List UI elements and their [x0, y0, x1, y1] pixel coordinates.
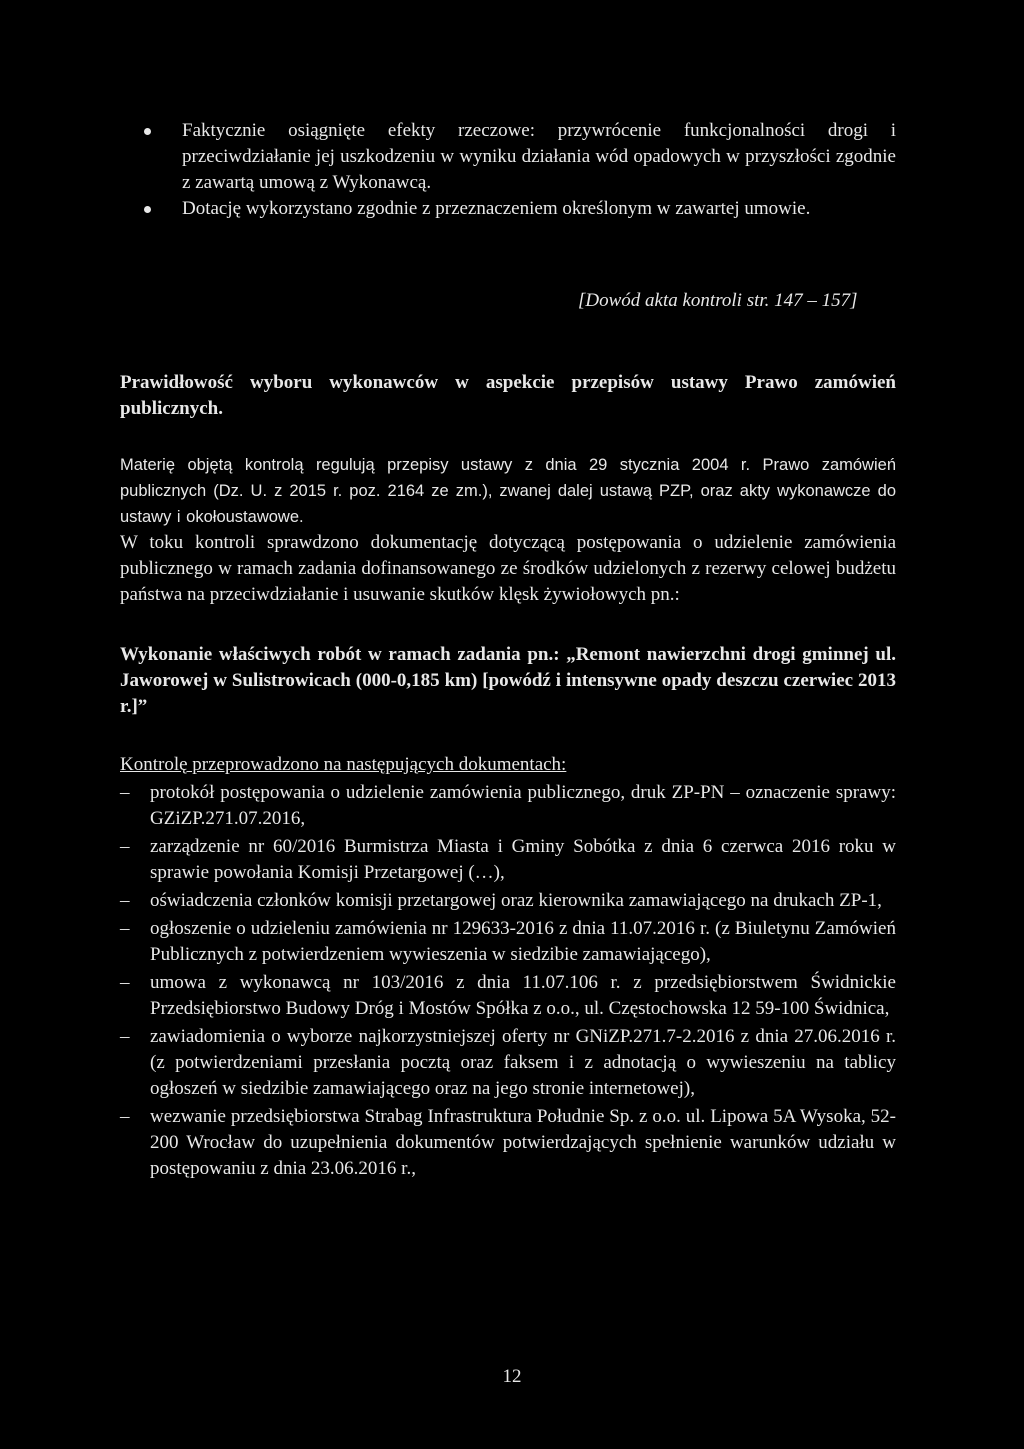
- dash-marker: –: [120, 836, 130, 857]
- dash-marker: –: [120, 918, 130, 939]
- document-list-item: [120, 916, 896, 968]
- bullet-item: [120, 118, 896, 196]
- scope-paragraph: W toku kontroli sprawdzono dokumentację dotyczącą postępowania o udzielenie zamówienia publicznego w ramach zadania dofinansowanego ze środków udzielonych z rezerwy celowej budżetu państwa na przeciwdziałanie i usuwanie skutków klęsk żywiołowych pn.:: [120, 532, 896, 605]
- evidence-reference: [Dowód akta kontroli str. 147 – 157]: [578, 290, 858, 311]
- document-list-text: ogłoszenie o udzieleniu zamówienia nr 129633-2016 z dnia 11.07.2016 r. (z Biuletynu Zamówień Publicznych z potwierdzeniem wywieszenia w siedzibie zamawiającego),: [150, 918, 896, 965]
- section-heading-pzp: Prawidłowość wyboru wykonawców w aspekcie przepisów ustawy Prawo zamówień publicznych.: [120, 372, 896, 419]
- dash-marker: –: [120, 890, 130, 911]
- documents-list: [120, 780, 896, 1184]
- document-list-text: oświadczenia członków komisji przetargowej oraz kierownika zamawiającego na drukach ZP-1,: [150, 890, 882, 911]
- task-title-heading: Wykonanie właściwych robót w ramach zadania pn.: „Remont nawierzchni drogi gminnej ul. Jaworowej w Sulistrowicach (000-0,185 km) [powódź i intensywne opady deszczu czerwiec 2013 r.]”: [120, 644, 896, 717]
- document-list-text: protokół postępowania o udzielenie zamówienia publicznego, druk ZP-PN – oznaczenie sprawy: GZiZP.271.07.2016,: [150, 782, 896, 829]
- document-list-item: [120, 1104, 896, 1182]
- dash-marker: –: [120, 972, 130, 993]
- document-list-item: [120, 970, 896, 1022]
- document-list-item: [120, 780, 896, 832]
- bullet-text: Dotację wykorzystano zgodnie z przeznaczeniem określonym w zawartej umowie.: [182, 198, 811, 219]
- document-list-item: [120, 1024, 896, 1102]
- document-list-item: [120, 834, 896, 886]
- dash-marker: –: [120, 1106, 130, 1127]
- findings-bullet-list: [120, 118, 896, 222]
- bullet-dot-icon: [144, 206, 151, 213]
- document-list-text: umowa z wykonawcą nr 103/2016 z dnia 11.07.106 r. z przedsiębiorstwem Świdnickie Przedsiębiorstwo Budowy Dróg i Mostów Spółka z o.o., ul. Częstochowska 12 59-100 Świdnica,: [150, 972, 896, 1019]
- bullet-item: [120, 196, 896, 222]
- documents-list-title: Kontrolę przeprowadzono na następujących dokumentach:: [120, 754, 567, 775]
- document-list-text: wezwanie przedsiębiorstwa Strabag Infrastruktura Południe Sp. z o.o. ul. Lipowa 5A Wysoka, 52-200 Wrocław do uzupełnienia dokumentów potwierdzających spełnienie warunków udziału w postępowaniu z dnia 23.06.2016 r.,: [150, 1106, 896, 1179]
- document-list-item: [120, 888, 896, 914]
- document-list-text: zarządzenie nr 60/2016 Burmistrza Miasta i Gminy Sobótka z dnia 6 czerwca 2016 roku w sprawie powołania Komisji Przetargowej (…),: [150, 836, 896, 883]
- dash-marker: –: [120, 782, 130, 803]
- bullet-dot-icon: [144, 128, 151, 135]
- bullet-text: Faktycznie osiągnięte efekty rzeczowe: przywrócenie funkcjonalności drogi i przeciwdziałanie jej uszkodzeniu w wyniku działania wód opadowych w przyszłości zgodnie z zawartą umową z Wykonawcą.: [182, 120, 896, 193]
- legal-basis-paragraph: Materię objętą kontrolą regulują przepisy ustawy z dnia 29 stycznia 2004 r. Prawo zamówień publicznych (Dz. U. z 2015 r. poz. 2164 ze zm.), zwanej dalej ustawą PZP, oraz akty wykonawcze do ustawy i okołoustawowe.: [120, 456, 896, 526]
- dash-marker: –: [120, 1026, 130, 1047]
- document-list-text: zawiadomienia o wyborze najkorzystniejszej oferty nr GNiZP.271.7-2.2016 z dnia 27.06.2016 r. (z potwierdzeniami przesłania pocztą oraz faksem i z adnotacją o wywieszeniu na tablicy ogłoszeń w siedzibie zamawiającego oraz na jego stronie internetowej),: [150, 1026, 896, 1099]
- page-number: 12: [502, 1366, 522, 1387]
